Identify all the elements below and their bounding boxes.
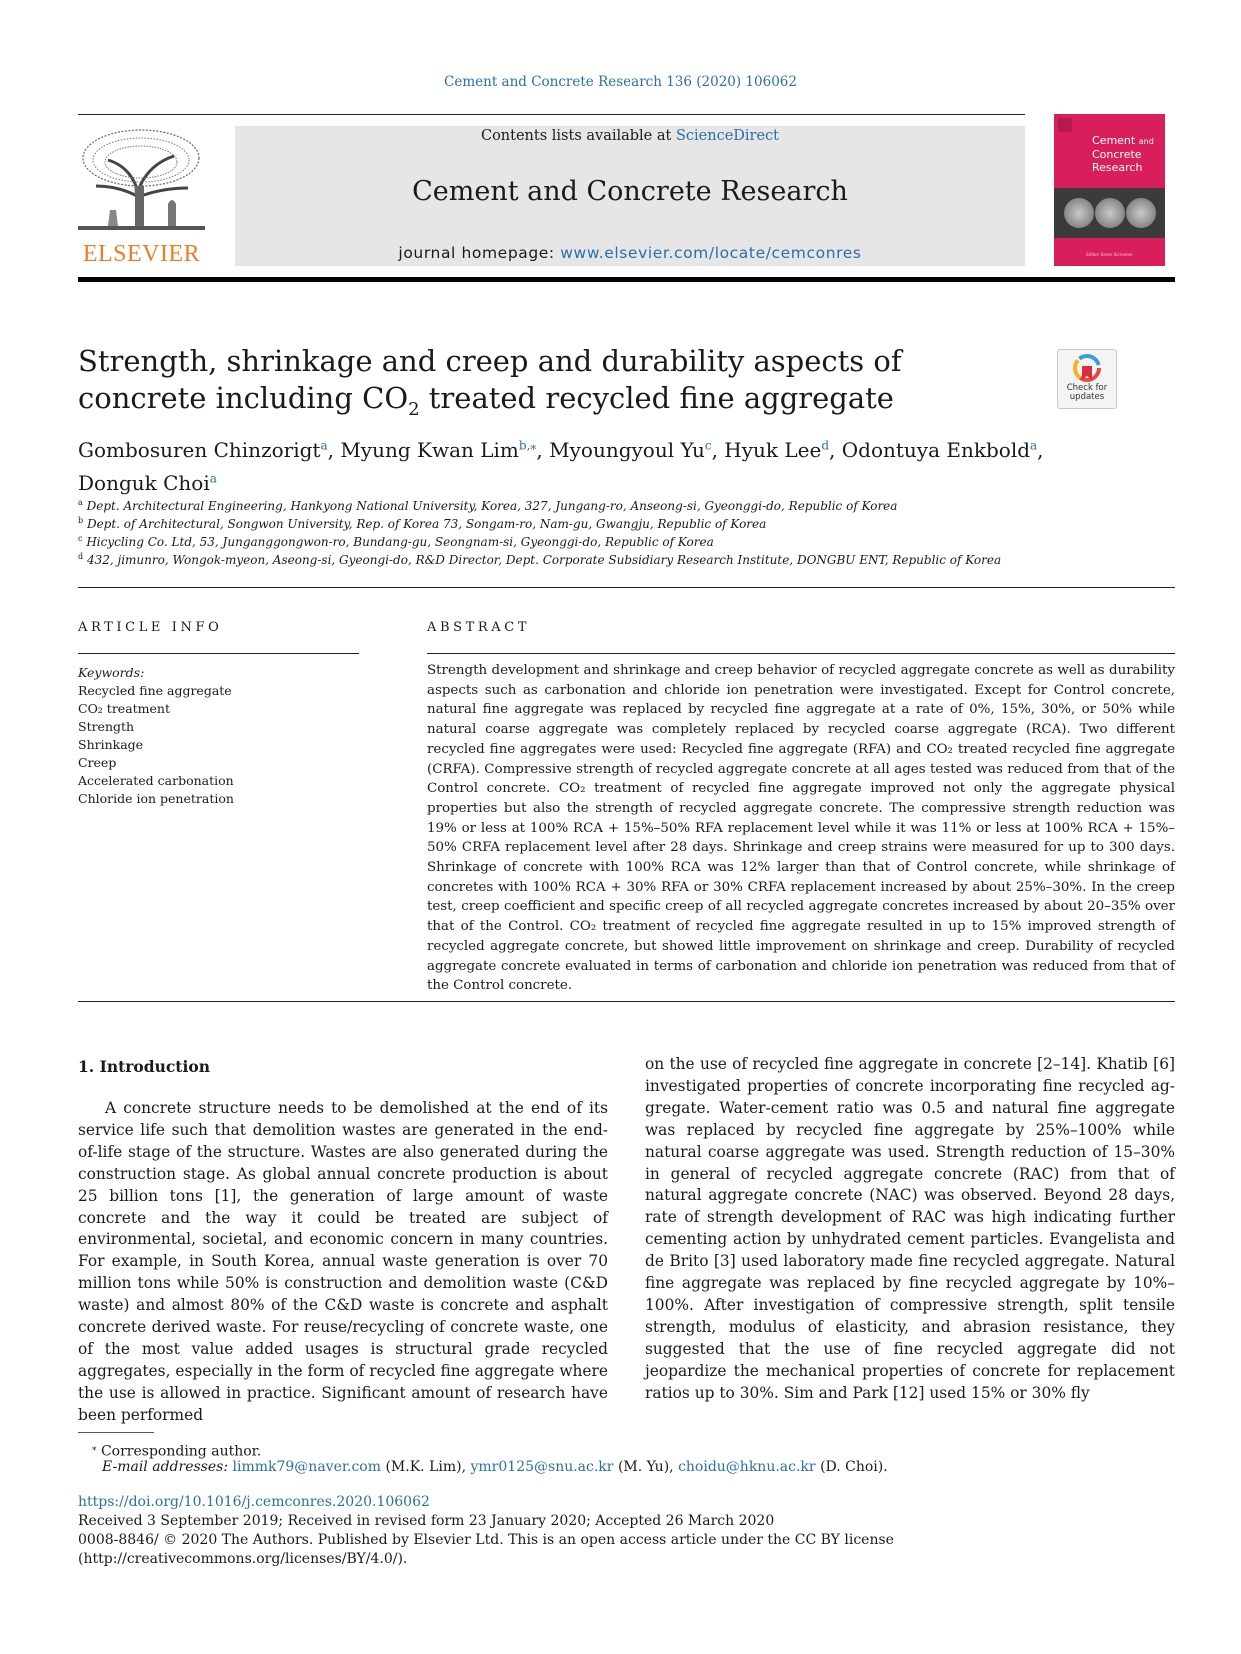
email-link[interactable]: limmk79@naver.com <box>232 1459 382 1475</box>
check-updates-line2: updates <box>1069 392 1105 402</box>
cover-micrograph-3 <box>1126 198 1156 228</box>
email-label: E-mail addresses: <box>102 1459 229 1475</box>
check-updates-icon <box>1073 354 1101 384</box>
elsevier-logo[interactable] <box>78 126 205 266</box>
affiliation: $^c$ Hicycling Co. Ltd, 53, Junganggongwon-ro, Bundang-gu, Seongnam-si, Gyeonggi-do, Republic of Korea <box>78 534 714 549</box>
title-subscript: 2 <box>408 398 420 420</box>
keyword: Accelerated carbonation <box>78 773 234 788</box>
article-info-heading: ARTICLE INFO <box>78 620 223 635</box>
sciencedirect-link[interactable]: ScienceDirect <box>675 128 780 144</box>
homepage-prefix: journal homepage: <box>398 244 561 262</box>
doi-link[interactable]: https://doi.org/10.1016/j.cemconres.2020.106062 <box>78 1494 430 1510</box>
keyword: Creep <box>78 755 117 770</box>
journal-cover[interactable] <box>1054 114 1165 266</box>
author[interactable]: Hyuk Lee$^d$, <box>724 437 842 462</box>
cover-publisher-logo <box>1058 118 1072 132</box>
journal-homepage <box>235 244 1025 262</box>
journal-name: Cement and Concrete Research <box>412 176 848 207</box>
header-rule <box>78 114 1025 115</box>
email-addresses: E-mail addresses: limmk79@naver.com (M.K. Lim), ymr0125@snu.ac.kr (M. Yu), choidu@hknu.ac.kr (D. Choi). <box>102 1459 888 1475</box>
cover-title-line1: Cement <box>1092 134 1136 147</box>
check-updates-label <box>1058 384 1116 402</box>
check-for-updates-button[interactable] <box>1057 349 1117 409</box>
abstract-rule <box>427 653 1175 654</box>
keyword: Chloride ion penetration <box>78 791 234 806</box>
header-thick-rule <box>78 277 1175 282</box>
title-part1: Strength, shrinkage and creep and durability aspects of concrete including CO <box>78 344 902 415</box>
cover-micrograph-2 <box>1095 198 1125 228</box>
elsevier-wordmark: ELSEVIER <box>82 241 201 267</box>
author[interactable]: Odontuya Enkbold$^a$, <box>841 437 1044 462</box>
affiliation-rule <box>78 587 1175 588</box>
cover-title-line2: Concrete <box>1092 148 1142 161</box>
journal-banner <box>235 126 1025 266</box>
intro-right-column: on the use of recycled fine aggregate in concrete [2–14]. Khatib [6] investigated properties of concrete incorporating fine recycled aggregate. Water-cement ratio was 0.5 and natural fine aggregate was replaced by recycled fine aggregate by 25%–100% while natural coarse aggregate was used. Strength reduction of 15–30% in general of recycled aggregate concrete (RAC) from that of natural aggregate concrete (NAC) was observed. Beyond 28 days, rate of strength development of RAC was high indicating further cementing action by unhydrated cement particles. Evangelista and de Brito [3] used laboratory made fine recycled aggregate. Natural fine aggregate was replaced by fine recycled aggregate by 10%–100%. After investigation of compressive strength, split tensile strength, modulus of elasticity, and abrasion resistance, they suggested that the use of fine recycled aggregate did not jeopardize the mechanical properties of concrete for replacement ratios up to 30%. Sim and Park [12] used 15% or 30% fly <box>645 1055 1175 1402</box>
affiliation: $^d$ 432, jimunro, Wongok-myeon, Aseong-si, Gyeongi-do, R&D Director, Dept. Corporate Subsidiary Research Institute, DONGBU ENT, Republic of Korea <box>78 552 1002 567</box>
elsevier-tree-icon <box>78 126 205 236</box>
author-list <box>78 431 1078 498</box>
contents-available <box>235 128 1025 144</box>
keyword: Recycled fine aggregate <box>78 683 232 698</box>
author[interactable]: Gombosuren Chinzorigt$^a$, <box>78 437 341 462</box>
article-title <box>78 343 1038 428</box>
keywords-label: Keywords: <box>78 665 145 680</box>
author[interactable]: Myung Kwan Lim$^{b,⁎}$, <box>340 437 550 462</box>
footnote-rule <box>78 1432 154 1433</box>
title-part2: treated recycled fine aggregate <box>419 381 894 415</box>
cover-title-line3: Research <box>1092 161 1143 174</box>
intro-left-column: A concrete structure needs to be demolished at the end of its service life such that demolition wastes are generated in the end-of-life stage of the structure. Wastes are also generated during the construction stage. As global annual concrete production is about 25 billion tons [1], the generation of large amount of waste concrete and the way it could be treated are subject of environmental, societal, and economic concern in many countries. For example, in South Korea, annual waste generation is over 70 million tons while 50% is construction and demolition waste (C&D waste) and almost 80% of the C&D waste is concrete and asphalt concrete derived waste. For reuse/recycling of concrete waste, one of the most value added usages is structural grade recycled aggregates, especially in the form of recycled fine aggregate where the use is allowed in practice. Significant amount of research have been performed <box>78 1099 608 1424</box>
corresponding-author-note: ⁎ Corresponding author. <box>92 1443 262 1460</box>
email-link[interactable]: ymr0125@snu.ac.kr <box>470 1459 614 1475</box>
affiliation: $^b$ Dept. of Architectural, Songwon University, Rep. of Korea 73, Songam-ro, Nam-gu, Gwangju, Republic of Korea <box>78 516 767 531</box>
homepage-link[interactable]: www.elsevier.com/locate/cemconres <box>560 244 862 262</box>
keyword: CO₂ treatment <box>78 701 170 716</box>
corresponding-text: Corresponding author. <box>100 1443 262 1460</box>
cover-micrograph-1 <box>1064 198 1094 228</box>
author[interactable]: Myoungyoul Yu$^c$, <box>549 437 725 462</box>
introduction-heading: 1. Introduction <box>78 1057 210 1076</box>
journal-citation-link[interactable]: Cement and Concrete Research 136 (2020) 106062 <box>444 74 797 90</box>
abstract-bottom-rule <box>78 1001 1175 1002</box>
abstract-heading: ABSTRACT <box>427 620 531 635</box>
article-info-rule <box>78 653 359 654</box>
license-url[interactable]: (http://creativecommons.org/licenses/BY/4.0/). <box>78 1551 408 1567</box>
received-dates: Received 3 September 2019; Received in revised form 23 January 2020; Accepted 26 March 2020 <box>78 1513 775 1529</box>
affiliation: $^a$ Dept. Architectural Engineering, Hankyong National University, Korea, 327, Jungang-ro, Anseong-si, Gyeonggi-do, Republic of Korea <box>78 498 898 513</box>
abstract-text: Strength development and shrinkage and creep behavior of recycled aggregate concrete as well as durability aspects such as carbonation and chloride ion penetration were investigated. Except for Control concrete, natural fine aggregate was replaced by recycled fine aggregate at a rate of 0%, 15%, 30%, or 50% while natural coarse aggregate was completely replaced by recycled coarse aggregate (RCA). Two different recycled fine aggregates were used: Recycled fine aggregate (RFA) and CO₂ treated recycled fine aggregate (CRFA). Compressive strength of recycled aggregate concrete at all ages tested was reduced from that of the Control concrete. CO₂ treatment of recycled fine aggregate improved not only the aggregate physical properties but also the strength of recycled aggregate concrete. The compressive strength reduction was 19% or less at 100% RCA + 15%–50% RFA replacement level while it was 11% or less at 100% RCA + 15%–50% CRFA replacement level after 28 days. Shrinkage and creep strains were measured for up to 300 days. Shrinkage of concrete with 100% RCA was 12% larger than that of Control concrete, while shrinkage of concretes with 100% RCA + 30% RFA or 30% CRFA replacement increased by about 25%–30%. In the creep test, creep coefficient and specific creep of all recycled aggregate concretes increased by about 20–35% over that of the Control. CO₂ treatment of recycled fine aggregate resulted in up to 15% improved strength of recycled aggregate concrete, but showed little improvement on shrinkage and creep. Durability of recycled aggregate concrete evaluated in terms of carbonation and chloride ion penetration was reduced from that of the Control concrete. <box>427 663 1175 994</box>
keywords-block <box>78 664 234 808</box>
cover-title <box>1092 134 1154 174</box>
license-line: 0008-8846/ © 2020 The Authors. Published by Elsevier Ltd. This is an open access article under the CC BY license <box>78 1532 894 1548</box>
check-updates-line1: Check for <box>1066 383 1108 393</box>
keyword: Shrinkage <box>78 737 144 752</box>
contents-prefix: Contents lists available at <box>480 128 676 144</box>
email-link[interactable]: choidu@hknu.ac.kr <box>678 1459 816 1475</box>
keyword: Strength <box>78 719 135 734</box>
cover-editor: Editor: Karen Scrivener <box>1086 252 1133 257</box>
cover-title-and: and <box>1138 137 1154 146</box>
author[interactable]: Donguk Choi$^a$ <box>78 471 217 496</box>
